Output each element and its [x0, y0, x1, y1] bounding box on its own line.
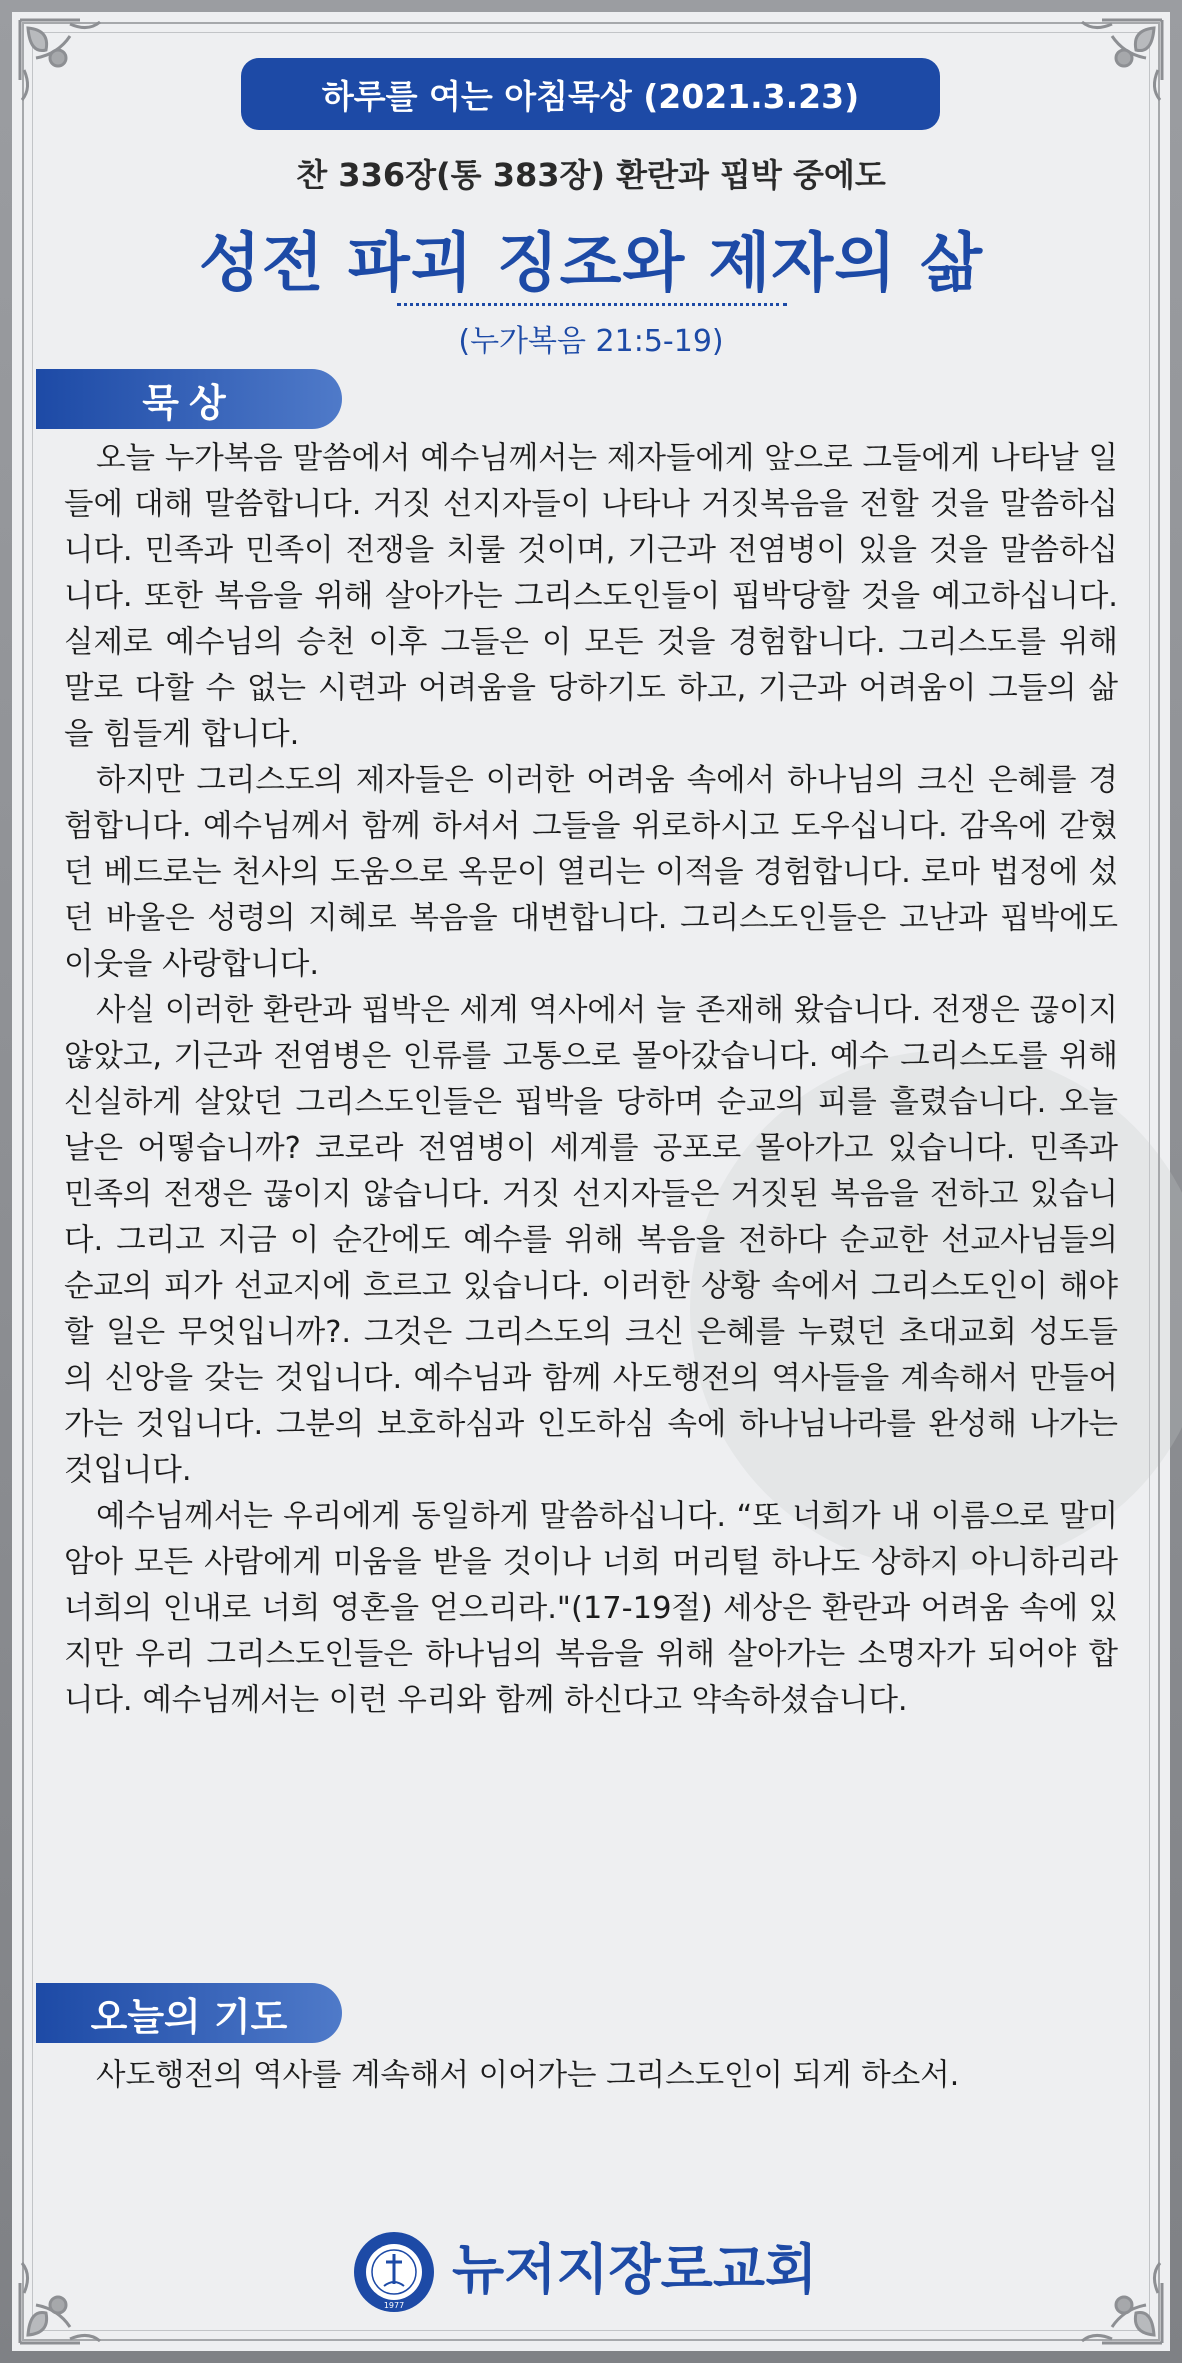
corner-ornament-icon	[10, 2233, 130, 2353]
meditation-paragraph: 오늘 누가복음 말씀에서 예수님께서는 제자들에게 앞으로 그들에게 나타날 일들에 대해 말씀합니다. 거짓 선지자들이 나타나 거짓복음을 전할 것을 말씀하십니다. 민족과 민족이 전쟁을 치룰 것이며, 기근과 전염병이 있을 것을 말씀하십니다. 또한 복음을 위해 살아가는 그리스도인들이 핍박당할 것을 예고하십니다. 실제로 예수님의 승천 이후 그들은 이 모든 것을 경험합니다. 그리스도를 위해 말로 다할 수 없는 시련과 어려움을 당하기도 하고, 기근과 어려움이 그들의 삶을 힘들게 합니다.	[64, 441, 1118, 752]
church-name: 뉴저지장로교회	[452, 2238, 818, 2301]
meditation-paragraph: 사실 이러한 환란과 핍박은 세계 역사에서 늘 존재해 왔습니다. 전쟁은 끊이지 않았고, 기근과 전염병은 인류를 고통으로 몰아갔습니다. 예수 그리스도를 위해 신실하게 살았던 그리스도인들은 핍박을 당하며 순교의 피를 흘렸습니다. 오늘날은 어떻습니까? 코로라 전염병이 세계를 공포로 몰아가고 있습니다. 민족과 민족의 전쟁은 끊이지 않습니다. 거짓 선지자들은 거짓된 복음을 전하고 있습니다. 그리고 지금 이 순간에도 예수를 위해 복음을 전하다 순교한 선교사님들의 순교의 피가 선교지에 흐르고 있습니다. 이러한 상황 속에서 그리스도인이 해야 할 일은 무엇입니까?. 그것은 그리스도의 크신 은혜를 누렸던 초대교회 성도들의 신앙을 갖는 것입니다. 예수님과 함께 사도행전의 역사들을 계속해서 만들어 가는 것입니다. 그분의 보호하심과 인도하심 속에 하나님나라를 완성해 나가는 것입니다.	[64, 993, 1118, 1488]
prayer-heading: 오늘의 기도	[36, 1983, 342, 2043]
corner-ornament-icon	[10, 10, 130, 130]
page-title: 성전 파괴 징조와 제자의 삶	[198, 227, 984, 301]
title-underline	[397, 303, 787, 306]
corner-ornament-icon	[1052, 10, 1172, 130]
scripture-reference: (누가복음 21:5-19)	[458, 324, 724, 359]
hymn-line: 찬 336장(통 383장) 환란과 핍박 중에도	[296, 156, 886, 194]
church-emblem-icon	[352, 2230, 436, 2314]
prayer-text: 사도행전의 역사를 계속해서 이어가는 그리스도인이 되게 하소서.	[96, 2058, 960, 2093]
meditation-body	[64, 436, 1118, 1724]
logo-year: 1977	[383, 2301, 405, 2310]
meditation-paragraph: 하지만 그리스도의 제자들은 이러한 어려움 속에서 하나님의 크신 은혜를 경험합니다. 예수님께서 함께 하셔서 그들을 위로하시고 도우십니다. 감옥에 갇혔던 베드로는 천사의 도움으로 옥문이 열리는 이적을 경험합니다. 로마 법정에 섰던 바울은 성령의 지혜로 복음을 대변합니다. 그리스도인들은 고난과 핍박에도 이웃을 사랑합니다.	[64, 763, 1118, 982]
date-banner: 하루를 여는 아침묵상 (2021.3.23)	[241, 58, 940, 130]
corner-ornament-icon	[1052, 2233, 1172, 2353]
meditation-heading: 묵상	[36, 369, 342, 429]
meditation-paragraph: 예수님께서는 우리에게 동일하게 말씀하십니다. “또 너희가 내 이름으로 말미암아 모든 사람에게 미움을 받을 것이나 너희 머리털 하나도 상하지 아니하리라 너희의 인내로 너희 영혼을 얻으리라."(17-19절) 세상은 환란과 어려움 속에 있지만 우리 그리스도인들은 하나님의 복음을 위해 살아가는 소명자가 되어야 합니다. 예수님께서는 이런 우리와 함께 하신다고 약속하셨습니다.	[64, 1499, 1118, 1718]
